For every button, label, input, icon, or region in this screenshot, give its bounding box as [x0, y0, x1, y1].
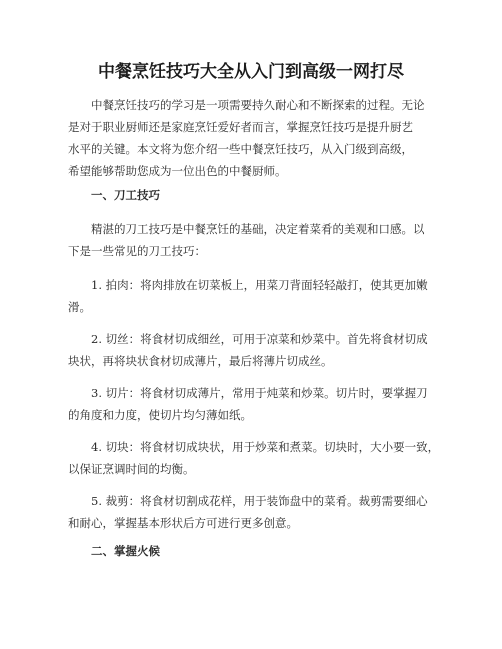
text-line: 下是一些常见的刀工技巧：: [68, 244, 206, 258]
text-line: 的角度和力度，使切片均匀薄如纸。: [68, 408, 252, 422]
intro-paragraph: [68, 94, 440, 182]
text-line: 精湛的刀工技巧是中餐烹饪的基础，决定着菜肴的美观和口感。以: [91, 222, 425, 236]
section-heading-heat-control: 二、掌握火候: [91, 544, 160, 558]
text-line: 水平的关键。本文将为您介绍一些中餐烹饪技巧，从入门级到高级，: [68, 142, 413, 156]
knife-skills-intro: [68, 218, 440, 262]
text-line: 是对于职业厨师还是家庭烹饪爱好者而言，掌握烹饪技巧是提升厨艺: [68, 120, 413, 134]
text-line: 5. 裁剪：将食材切割成花样，用于装饰盘中的菜肴。裁剪需要细心: [91, 494, 428, 508]
text-line: 和耐心，掌握基本形状后方可进行更多创意。: [68, 516, 298, 530]
text-line: 中餐烹饪技巧的学习是一项需要持久耐心和不断探索的过程。无论: [91, 98, 425, 112]
list-item-carving: [68, 490, 440, 534]
text-line: 2. 切丝：将食材切成细丝，可用于凉菜和炒菜中。首先将食材切成: [91, 332, 428, 346]
list-item-shredding: [68, 328, 440, 372]
text-line: 滑。: [68, 300, 91, 314]
page-title: 中餐烹饪技巧大全从入门到高级一网打尽: [98, 62, 404, 82]
list-item-dicing: [68, 436, 440, 480]
text-line: 3. 切片：将食材切成薄片，常用于炖菜和炒菜。切片时，要掌握刀: [91, 386, 428, 400]
text-line: 4. 切块：将食材切成块状，用于炒菜和煮菜。切块时，大小要一致，: [91, 440, 440, 454]
list-item-pounding: [68, 274, 440, 318]
text-line: 块状，再将块状食材切成薄片，最后将薄片切成丝。: [68, 354, 333, 368]
list-item-slicing: [68, 382, 440, 426]
text-line: 以保证烹调时间的均衡。: [68, 462, 195, 476]
text-line: 1. 拍肉：将肉排放在切菜板上，用菜刀背面轻轻敲打，使其更加嫩: [91, 278, 428, 292]
text-line: 希望能够帮助您成为一位出色的中餐厨师。: [68, 164, 287, 178]
section-heading-knife-skills: 一、刀工技巧: [91, 188, 160, 202]
